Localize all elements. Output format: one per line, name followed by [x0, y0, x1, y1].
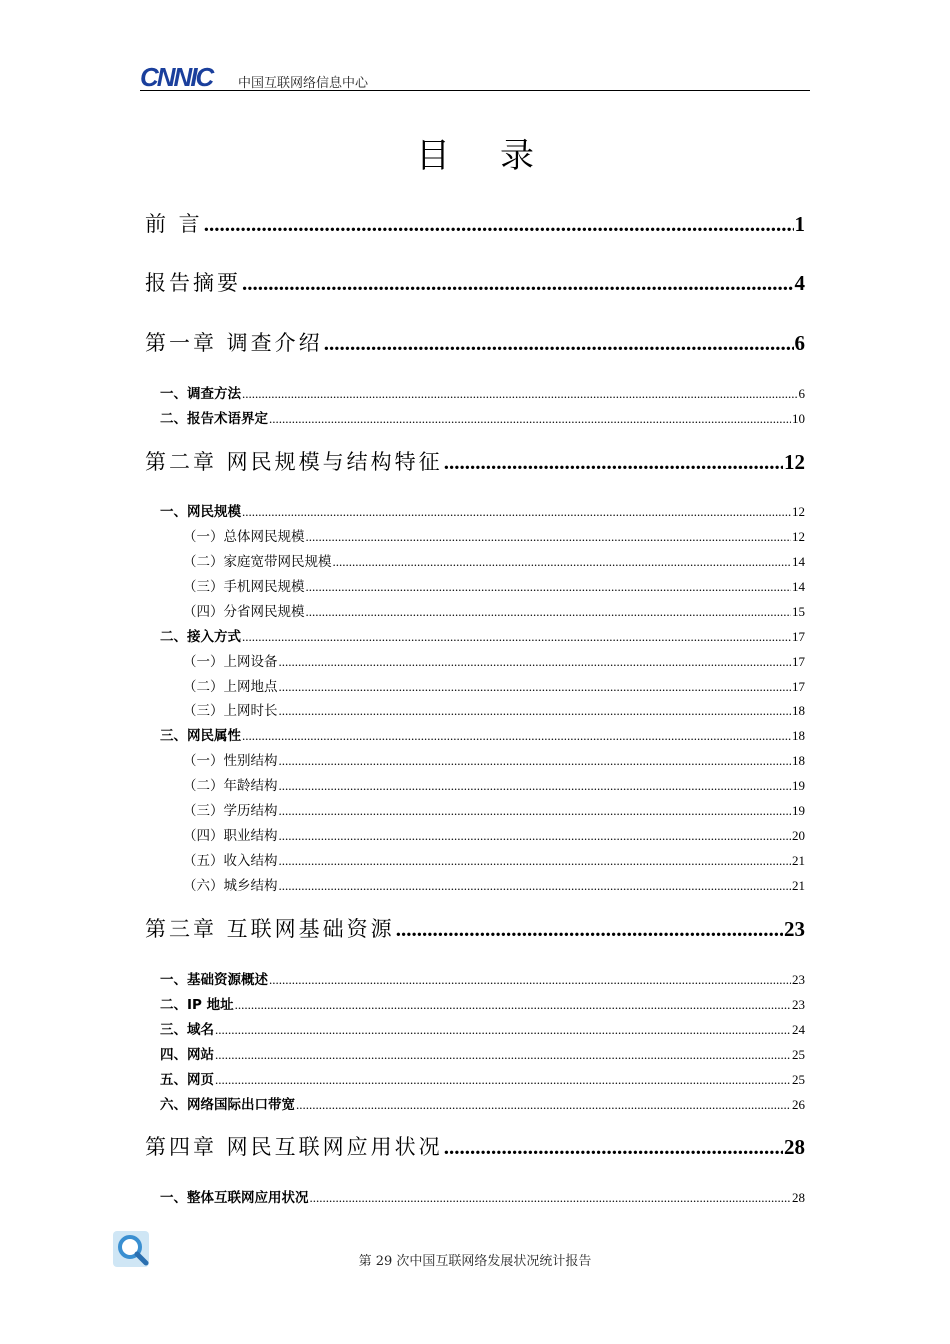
toc-entry[interactable]	[145, 327, 805, 357]
toc-entry-page: 18	[792, 703, 805, 718]
toc-entry[interactable]	[183, 550, 805, 570]
toc-entry-page: 14	[792, 554, 805, 569]
toc-dot-leader	[279, 828, 792, 844]
toc-dot-leader	[235, 997, 791, 1013]
toc-dot-leader	[242, 386, 798, 402]
toc-entry-page: 24	[792, 1022, 805, 1037]
toc-entry[interactable]	[145, 267, 805, 297]
toc-entry-page: 26	[792, 1097, 805, 1112]
org-name: 中国互联网络信息中心	[238, 76, 369, 91]
toc-entry[interactable]	[183, 525, 805, 545]
toc-entry-label: （六）城乡结构	[183, 878, 278, 894]
toc-entry-page: 18	[792, 728, 805, 743]
toc-dot-leader	[444, 1135, 783, 1160]
toc-entry[interactable]	[160, 1043, 805, 1063]
toc-entry-page: 28	[784, 1135, 805, 1159]
toc-entry[interactable]	[145, 1131, 805, 1161]
toc-dot-leader	[242, 271, 794, 296]
toc-dot-leader	[279, 803, 792, 819]
toc-entry[interactable]	[145, 208, 805, 238]
toc-dot-leader	[269, 972, 791, 988]
toc-entry-page: 25	[792, 1047, 805, 1062]
toc-entry-page: 28	[792, 1190, 805, 1205]
toc-entry[interactable]	[183, 650, 805, 670]
toc-entry-label: 四、网站	[160, 1047, 214, 1063]
toc-entry-page: 18	[792, 753, 805, 768]
toc-entry-page: 12	[792, 504, 805, 519]
toc-entry[interactable]	[160, 1186, 805, 1206]
toc-entry[interactable]	[145, 913, 805, 943]
toc-dot-leader	[204, 212, 794, 237]
toc-entry-label: （一）性别结构	[183, 753, 278, 769]
toc-dot-leader	[324, 331, 794, 356]
toc-dot-leader	[242, 504, 791, 520]
toc-entry[interactable]	[160, 1068, 805, 1088]
toc-entry-page: 6	[794, 331, 805, 355]
toc-entry-page: 23	[784, 917, 805, 941]
toc-entry-page: 12	[784, 450, 805, 474]
toc-dot-leader	[444, 450, 783, 475]
toc-entry-page: 17	[792, 654, 805, 669]
page-header	[140, 60, 810, 91]
toc-entry-page: 12	[792, 529, 805, 544]
toc-entry[interactable]	[160, 500, 805, 520]
toc-entry-page: 6	[798, 386, 805, 401]
toc-entry[interactable]	[160, 625, 805, 645]
toc-entry[interactable]	[183, 849, 805, 869]
toc-dot-leader	[279, 703, 792, 719]
toc-entry[interactable]	[183, 749, 805, 769]
toc-entry-page: 21	[792, 853, 805, 868]
toc-entry-label: 一、网民规模	[160, 504, 241, 520]
footer-report-title: 第 29 次中国互联网络发展状况统计报告	[358, 1254, 592, 1269]
toc-entry-page: 14	[792, 579, 805, 594]
toc-dot-leader	[296, 1097, 791, 1113]
toc-entry-page: 25	[792, 1072, 805, 1087]
toc-entry[interactable]	[160, 993, 805, 1013]
toc-entry-page: 21	[792, 878, 805, 893]
toc-entry-label: （四）职业结构	[183, 828, 278, 844]
toc-entry[interactable]	[183, 774, 805, 794]
page-title: 目录	[416, 136, 584, 176]
toc-entry-page: 23	[792, 972, 805, 987]
toc-entry-label: 二、IP 地址	[160, 997, 234, 1013]
toc-dot-leader	[215, 1072, 791, 1088]
toc-dot-leader	[279, 853, 792, 869]
toc-entry[interactable]	[160, 382, 805, 402]
toc-entry[interactable]	[160, 724, 805, 744]
toc-entry-page: 19	[792, 803, 805, 818]
toc-dot-leader	[269, 411, 791, 427]
toc-dot-leader	[279, 753, 792, 769]
toc-entry[interactable]	[183, 600, 805, 620]
toc-entry[interactable]	[183, 874, 805, 894]
toc-entry-label: 报告摘要	[145, 271, 241, 295]
cnnic-logo: CNNIC	[140, 62, 213, 92]
toc-entry[interactable]	[160, 968, 805, 988]
toc-entry-page: 15	[792, 604, 805, 619]
toc-entry-label: 三、网民属性	[160, 728, 241, 744]
toc-dot-leader	[279, 679, 792, 695]
toc-entry-label: （三）手机网民规模	[183, 579, 305, 595]
toc-entry[interactable]	[183, 699, 805, 719]
toc-entry-label: 六、网络国际出口带宽	[160, 1097, 295, 1113]
toc-entry-label: 二、报告术语界定	[160, 411, 268, 427]
toc-entry-label: 第四章 网民互联网应用状况	[145, 1135, 443, 1159]
toc-entry-page: 20	[792, 828, 805, 843]
toc-entry-page: 17	[792, 679, 805, 694]
toc-dot-leader	[306, 579, 792, 595]
toc-entry-page: 23	[792, 997, 805, 1012]
toc-dot-leader	[333, 554, 792, 570]
toc-entry[interactable]	[183, 675, 805, 695]
toc-entry[interactable]	[183, 824, 805, 844]
toc-entry[interactable]	[160, 1093, 805, 1113]
toc-entry-label: （三）学历结构	[183, 803, 278, 819]
toc-entry-label: （一）上网设备	[183, 654, 278, 670]
toc-entry-label: （二）年龄结构	[183, 778, 278, 794]
toc-entry-label: （一）总体网民规模	[183, 529, 305, 545]
toc-dot-leader	[215, 1047, 791, 1063]
toc-entry-label: 第三章 互联网基础资源	[145, 917, 395, 941]
toc-entry-label: 一、调查方法	[160, 386, 241, 402]
toc-dot-leader	[279, 778, 792, 794]
toc-dot-leader	[310, 1190, 792, 1206]
toc-entry-label: （二）上网地点	[183, 679, 278, 695]
toc-entry-label: 三、域名	[160, 1022, 214, 1038]
toc-entry-label: 一、基础资源概述	[160, 972, 268, 988]
toc-entry-label: 五、网页	[160, 1072, 214, 1088]
toc-dot-leader	[242, 629, 791, 645]
toc-entry-label: （二）家庭宽带网民规模	[183, 554, 332, 570]
toc-dot-leader	[215, 1022, 791, 1038]
toc-entry[interactable]	[160, 407, 805, 427]
toc-entry-label: 第一章 调查介绍	[145, 331, 323, 355]
toc-entry-label: 二、接入方式	[160, 629, 241, 645]
toc-entry[interactable]	[160, 1018, 805, 1038]
toc-dot-leader	[242, 728, 791, 744]
toc-entry[interactable]	[145, 446, 805, 476]
toc-dot-leader	[279, 654, 792, 670]
toc-entry-label: 前 言	[145, 212, 203, 236]
toc-entry-page: 10	[792, 411, 805, 426]
toc-entry-page: 17	[792, 629, 805, 644]
toc-entry-label: （四）分省网民规模	[183, 604, 305, 620]
toc-entry-label: 一、整体互联网应用状况	[160, 1190, 309, 1206]
toc-entry-label: （五）收入结构	[183, 853, 278, 869]
toc-entry-page: 19	[792, 778, 805, 793]
toc-entry[interactable]	[183, 575, 805, 595]
toc-dot-leader	[306, 529, 792, 545]
toc-dot-leader	[396, 917, 783, 942]
toc-entry-page: 1	[794, 212, 805, 236]
toc-entry-label: 第二章 网民规模与结构特征	[145, 450, 443, 474]
toc-dot-leader	[279, 878, 792, 894]
toc-entry-label: （三）上网时长	[183, 703, 278, 719]
toc-entry-page: 4	[794, 271, 805, 295]
toc-dot-leader	[306, 604, 792, 620]
toc-entry[interactable]	[183, 799, 805, 819]
